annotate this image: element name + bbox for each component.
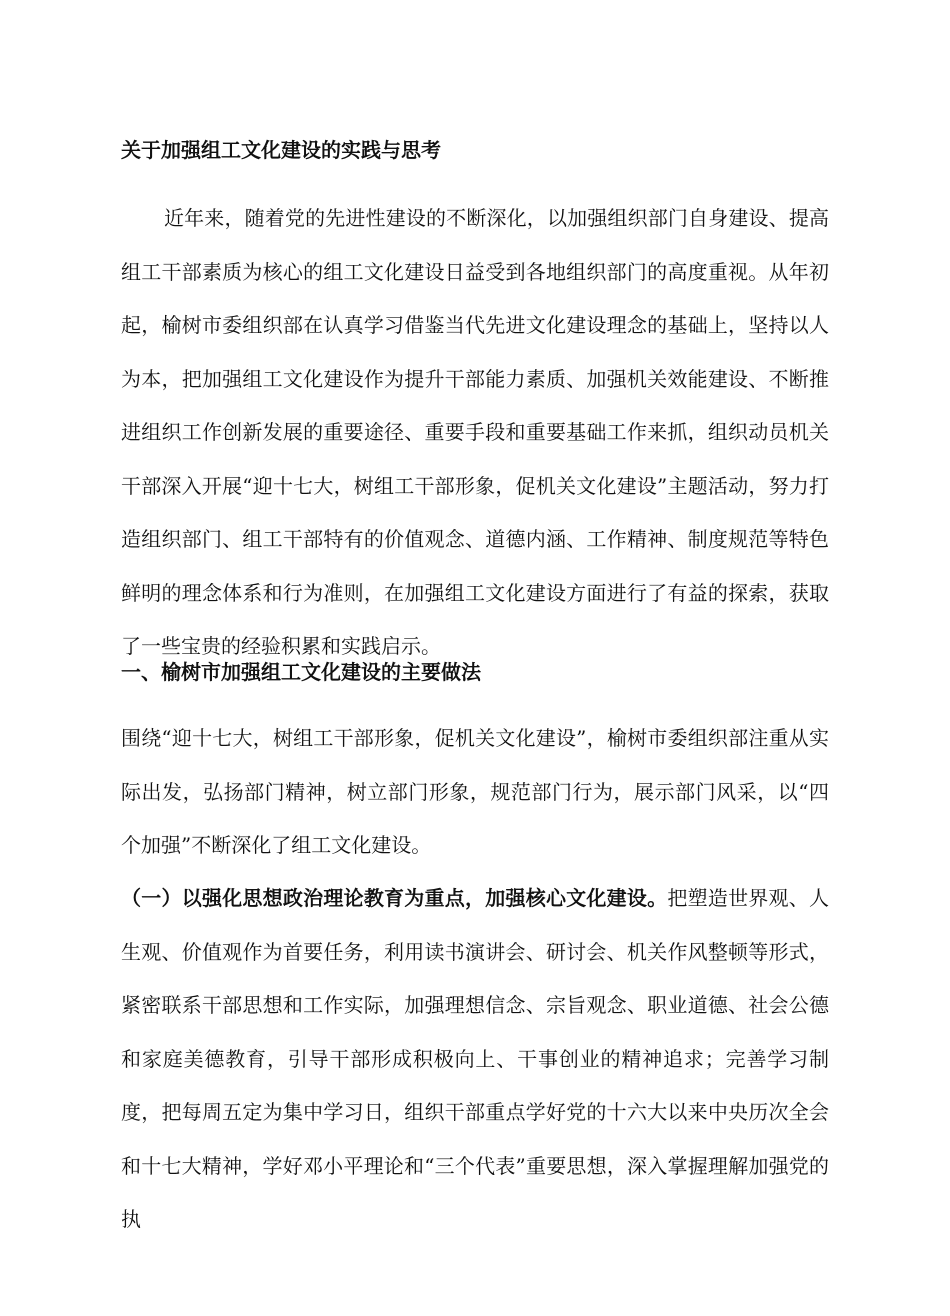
intro-paragraph: 近年来，随着党的先进性建设的不断深化，以加强组织部门自身建设、提高组工干部素质为核心的组工文化建设日益受到各地组织部门的高度重视。从年初起，榆树市委组织部在认真学习借鉴当代先进文化建设理念的基础上，坚持以人为本，把加强组工文化建设作为提升干部能力素质、加强机关效能建设、不断推进组织工作创新发展的重要途径、重要手段和重要基础工作来抓，组织动员机关干部深入开展“迎十七大，树组工干部形象，促机关文化建设”主题活动，努力打造组织部门、组工干部特有的价值观念、道德内涵、工作精神、制度规范等特色鲜明的理念体系和行为准则，在加强组工文化建设方面进行了有益的探索，获取了一些宝贵的经验积累和实践启示。 — [121, 206, 829, 658]
item-1-lead: （一）以强化思想政治理论教育为重点，加强核心文化建设。 — [121, 886, 668, 910]
item-1-paragraph — [121, 872, 829, 1247]
section-1-intro-paragraph: 围绕“迎十七大，树组工干部形象，促机关文化建设”，榆树市委组织部注重从实际出发，弘扬部门精神，树立部门形象，规范部门行为，展示部门风采，以“四个加强”不断深化了组工文化建设。 — [121, 726, 829, 857]
document-title: 关于加强组工文化建设的实践与思考 — [121, 138, 441, 162]
item-1-body: 把塑造世界观、人生观、价值观作为首要任务，利用读书演讲会、研讨会、机关作风整顿等形式，紧密联系干部思想和工作实际，加强理想信念、宗旨观念、职业道德、社会公德和家庭美德教育，引导干部形成积极向上、干事创业的精神追求；完善学习制度，把每周五定为集中学习日，组织干部重点学好党的十六大以来中央历次全会和十七大精神，学好邓小平理论和“三个代表”重要思想，深入掌握理解加强党的执 — [121, 886, 830, 1231]
section-1-heading: 一、榆树市加强组工文化建设的主要做法 — [121, 660, 481, 684]
